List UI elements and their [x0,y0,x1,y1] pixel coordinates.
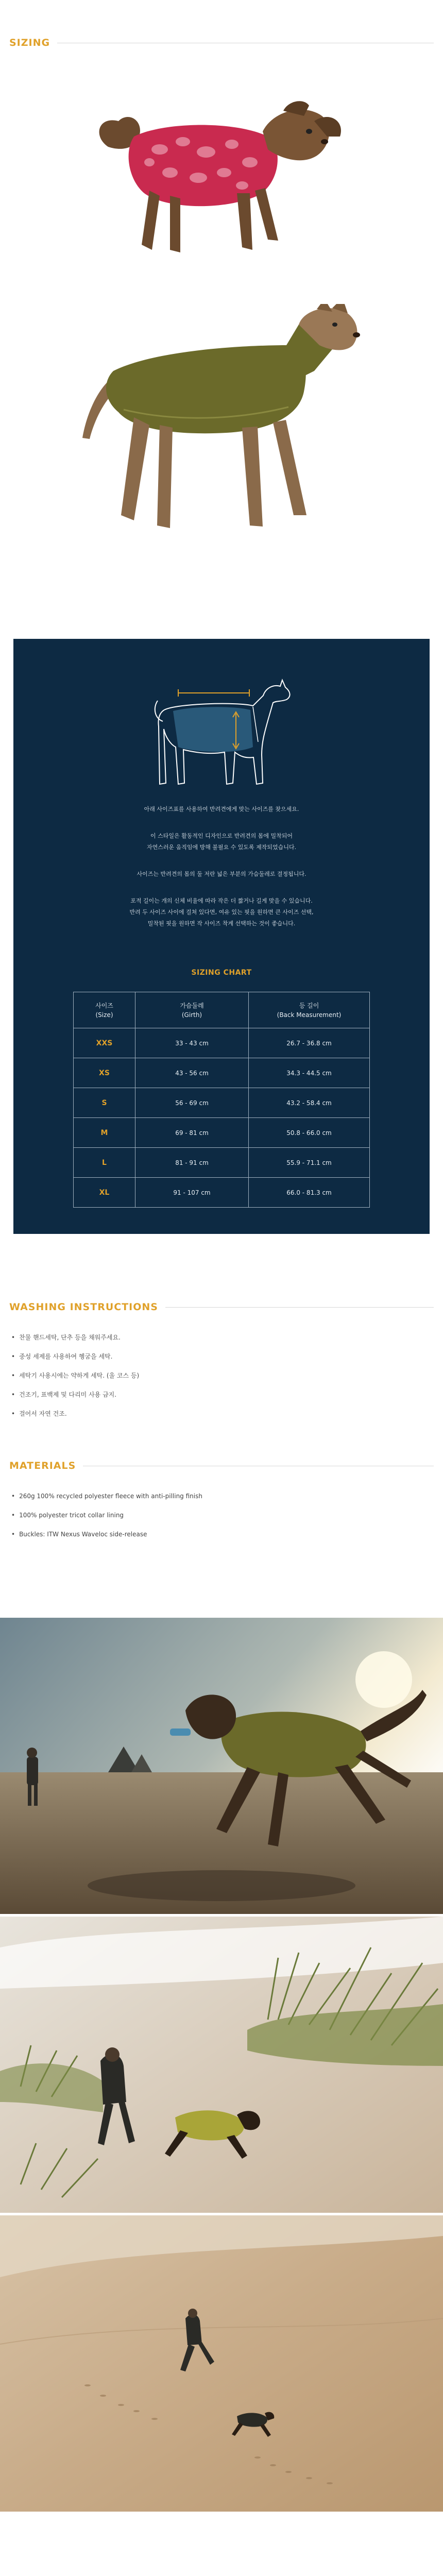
washing-title: WASHING INSTRUCTIONS [9,1301,158,1313]
size-cell: S [74,1088,135,1118]
header-back: 등 길이 (Back Measurement) [249,992,370,1028]
guide-text-1: 아래 사이즈표를 사용하여 반려견에게 맞는 사이즈를 찾으세요. [144,806,299,812]
dog-measurement-illustration [147,670,297,795]
list-item: • 260g 100% recycled polyester fleece with anti-pilling finish [11,1487,202,1506]
girth-cell: 43 - 56 cm [135,1058,249,1088]
lifestyle-photo-dunes [0,1917,443,2213]
size-cell: M [74,1118,135,1148]
size-cell: XL [74,1178,135,1208]
guide-text-3: 사이즈는 반려견의 몸의 둘 저란 넓은 부분의 가슴둘레로 결정됩니다. [137,871,306,877]
list-item: • 세탁기 사용시에는 약하게 세탁. (울 코스 등) [11,1366,139,1385]
materials-section-header [9,1460,434,1471]
table-row [74,1148,370,1178]
dog-photo-olive-coat [72,304,381,572]
back-cell: 55.9 - 71.1 cm [249,1148,370,1178]
list-item: • 찬물 핸드세탁, 단추 등을 채워주세요. [11,1328,139,1347]
guide-text-4: 포적 길이는 개의 신체 비율에 따라 작은 더 짧거나 길게 맞을 수 있습니다. 반려 두 사이즈 사이에 걸쳐 있다면, 여유 있는 핏을 원하면 큰 사이즈 선택, 밀착된 핏을 원하면 작 사이즈 착계 선택하는 것이 좋습니다. [129,897,314,927]
list-item: • Buckles: ITW Nexus Waveloc side-release [11,1525,202,1544]
girth-cell: 33 - 43 cm [135,1028,249,1058]
table-header-row [74,992,370,1028]
list-item: • 건조기, 표백제 및 다리미 사용 금지. [11,1385,139,1404]
girth-cell: 91 - 107 cm [135,1178,249,1208]
list-item: • 중성 세제를 사용하여 헹굼을 세탁. [11,1347,139,1366]
girth-cell: 56 - 69 cm [135,1088,249,1118]
materials-list [11,1487,202,1544]
header-girth: 가슴둘레 (Girth) [135,992,249,1028]
sizing-chart-title: SIZING CHART [191,969,252,977]
washing-section-header [9,1301,434,1313]
header-size: 사이즈 (Size) [74,992,135,1028]
size-cell: XS [74,1058,135,1088]
table-row [74,1058,370,1088]
table-row [74,1118,370,1148]
back-cell: 34.3 - 44.5 cm [249,1058,370,1088]
back-cell: 43.2 - 58.4 cm [249,1088,370,1118]
size-cell: XXS [74,1028,135,1058]
back-cell: 26.7 - 36.8 cm [249,1028,370,1058]
list-item: • 걸어서 자연 건조. [11,1404,139,1423]
list-item: • 100% polyester tricot collar lining [11,1506,202,1525]
washing-list [11,1328,139,1423]
back-cell: 66.0 - 81.3 cm [249,1178,370,1208]
table-row [74,1088,370,1118]
dog-photo-pink-coat [88,100,355,270]
table-row [74,1178,370,1208]
lifestyle-photo-beach [0,1618,443,1914]
sizing-title: SIZING [9,37,50,48]
lifestyle-photo-sand-run [0,2215,443,2512]
sizing-guide-panel [13,639,430,1234]
back-cell: 50.8 - 66.0 cm [249,1118,370,1148]
girth-cell: 69 - 81 cm [135,1118,249,1148]
guide-text-2: 이 스타일은 활동적인 디자인으로 반려견의 몸에 밀착되어 자연스러운 움직임에 방해 불필요 수 있도록 제작되었습니다. [146,833,297,851]
table-row [74,1028,370,1058]
materials-title: MATERIALS [9,1460,76,1471]
sizing-section-header [9,37,434,48]
girth-cell: 81 - 91 cm [135,1148,249,1178]
sizing-chart-table [73,992,370,1208]
section-divider [165,1307,434,1308]
size-cell: L [74,1148,135,1178]
